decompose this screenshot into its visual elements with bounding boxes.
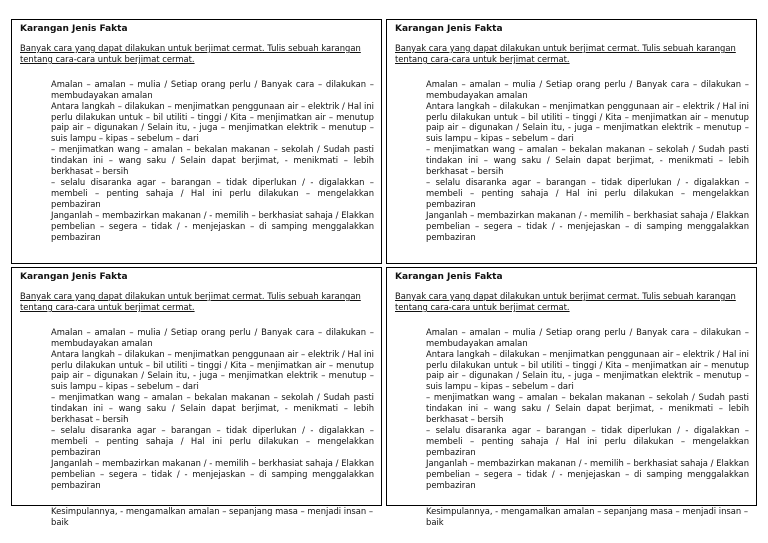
essay-prompt: Banyak cara yang dapat dilakukan untuk berjimat cermat. Tulis sebuah karangan tentang cara-cara untuk berjimat cermat. [395, 291, 736, 312]
paragraph-point-1: Antara langkah – dilakukan – menjimatkan penggunaan air – elektrik / Hal ini perlu dilakukan untuk – bil utiliti – tinggi / Kita – menjimatkan air – menutup paip air – digunakan / Selain itu, - juga – menjimatkan elektrik – menutup – suis lampu – kipas – sebelum – dari [51, 348, 374, 392]
paragraph-point-4: Janganlah – membazirkan makanan / - memilih – berkhasiat sahaja / Elakkan pembelian – segera – tidak / - menjejaskan – di samping menggalakkan pembaziran [426, 457, 749, 490]
paragraph-point-2: – menjimatkan wang – amalan – bekalan makanan – sekolah / Sudah pasti tindakan ini – wang saku / Selain dapat berjimat, - menikmati – lebih berkhasat – bersih [426, 144, 749, 177]
essay-prompt: Banyak cara yang dapat dilakukan untuk berjimat cermat. Tulis sebuah karangan tentang cara-cara untuk berjimat cermat. [20, 291, 361, 312]
card-title: Karangan Jenis Fakta [20, 24, 128, 34]
paragraph-point-3: – selalu disaranka agar – barangan – tidak diperlukan / - digalakkan – membeli – penting sahaja / Hal ini perlu dilakukan – mengelakkan pembaziran [426, 176, 749, 209]
essay-card-bottom-right [386, 267, 757, 527]
paragraph-point-1: Antara langkah – dilakukan – menjimatkan penggunaan air – elektrik / Hal ini perlu dilakukan untuk – bil utiliti – tinggi / Kita – menjimatkan air – menutup paip air – digunakan / Selain itu, - juga – menjimatkan elektrik – menutup – suis lampu – kipas – sebelum – dari [51, 100, 374, 144]
paragraph-point-2: – menjimatkan wang – amalan – bekalan makanan – sekolah / Sudah pasti tindakan ini – wang saku / Selain dapat berjimat, - menikmati – lebih berkhasat – bersih [426, 392, 749, 425]
paragraph-point-4: Janganlah – membazirkan makanan / - memilih – berkhasiat sahaja / Elakkan pembelian – segera – tidak / - menjejaskan – di samping menggalakkan pembaziran [51, 457, 374, 490]
paragraph-point-3: – selalu disaranka agar – barangan – tidak diperlukan / - digalakkan – membeli – penting sahaja / Hal ini perlu dilakukan – mengelakkan pembaziran [51, 176, 374, 209]
card-title: Karangan Jenis Fakta [395, 272, 503, 282]
paragraph-introduction: Amalan – amalan – mulia / Setiap orang perlu / Banyak cara – dilakukan – membudayakan amalan [426, 78, 749, 100]
paragraph-point-3: – selalu disaranka agar – barangan – tidak diperlukan / - digalakkan – membeli – penting sahaja / Hal ini perlu dilakukan – mengelakkan pembaziran [426, 424, 749, 457]
essay-outline [51, 79, 374, 243]
essay-card-top-right [386, 19, 757, 264]
essay-prompt: Banyak cara yang dapat dilakukan untuk berjimat cermat. Tulis sebuah karangan tentang cara-cara untuk berjimat cermat. [20, 43, 361, 64]
paragraph-point-2: – menjimatkan wang – amalan – bekalan makanan – sekolah / Sudah pasti tindakan ini – wang saku / Selain dapat berjimat, - menikmati – lebih berkhasat – bersih [51, 144, 374, 177]
essay-prompt: Banyak cara yang dapat dilakukan untuk berjimat cermat. Tulis sebuah karangan tentang cara-cara untuk berjimat cermat. [395, 43, 736, 64]
paragraph-point-4: Janganlah – membazirkan makanan / - memilih – berkhasiat sahaja / Elakkan pembelian – segera – tidak / - menjejaskan – di samping menggalakkan pembaziran [426, 209, 749, 242]
essay-outline [426, 327, 749, 491]
paragraph-point-2: – menjimatkan wang – amalan – bekalan makanan – sekolah / Sudah pasti tindakan ini – wang saku / Selain dapat berjimat, - menikmati – lebih berkhasat – bersih [51, 392, 374, 425]
paragraph-point-4: Janganlah – membazirkan makanan / - memilih – berkhasiat sahaja / Elakkan pembelian – segera – tidak / - menjejaskan – di samping menggalakkan pembaziran [51, 209, 374, 242]
paragraph-introduction: Amalan – amalan – mulia / Setiap orang perlu / Banyak cara – dilakukan – membudayakan amalan [51, 78, 374, 100]
essay-card-bottom-left [11, 267, 382, 527]
essay-outline [426, 79, 749, 243]
paragraph-introduction: Amalan – amalan – mulia / Setiap orang perlu / Banyak cara – dilakukan – membudayakan amalan [426, 326, 749, 348]
card-title: Karangan Jenis Fakta [20, 272, 128, 282]
essay-outline [51, 327, 374, 491]
paragraph-introduction: Amalan – amalan – mulia / Setiap orang perlu / Banyak cara – dilakukan – membudayakan amalan [51, 326, 374, 348]
card-title: Karangan Jenis Fakta [395, 24, 503, 34]
essay-card-top-left [11, 19, 382, 264]
paragraph-conclusion: Kesimpulannya, - mengamalkan amalan – sepanjang masa – menjadi insan – baik [51, 506, 374, 527]
paragraph-point-3: – selalu disaranka agar – barangan – tidak diperlukan / - digalakkan – membeli – penting sahaja / Hal ini perlu dilakukan – mengelakkan pembaziran [51, 424, 374, 457]
paragraph-point-1: Antara langkah – dilakukan – menjimatkan penggunaan air – elektrik / Hal ini perlu dilakukan untuk – bil utiliti – tinggi / Kita – menjimatkan air – menutup paip air – digunakan / Selain itu, - juga – menjimatkan elektrik – menutup – suis lampu – kipas – sebelum – dari [426, 100, 749, 144]
paragraph-conclusion: Kesimpulannya, - mengamalkan amalan – sepanjang masa – menjadi insan – baik [426, 506, 749, 527]
paragraph-point-1: Antara langkah – dilakukan – menjimatkan penggunaan air – elektrik / Hal ini perlu dilakukan untuk – bil utiliti – tinggi / Kita – menjimatkan air – menutup paip air – digunakan / Selain itu, - juga – menjimatkan elektrik – menutup – suis lampu – kipas – sebelum – dari [426, 348, 749, 392]
